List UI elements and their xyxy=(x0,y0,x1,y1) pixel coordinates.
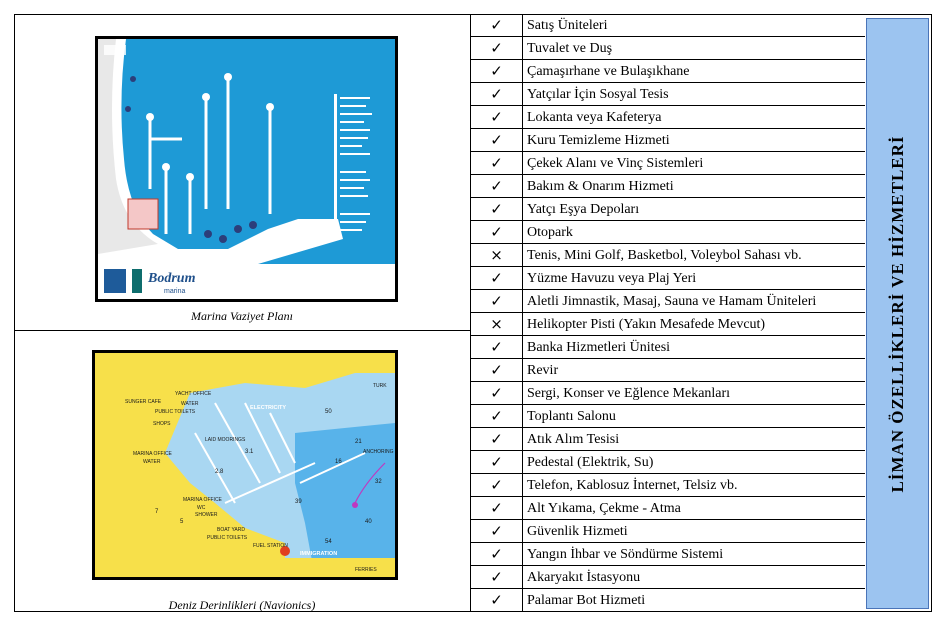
service-row xyxy=(471,474,865,497)
service-row xyxy=(471,221,865,244)
check-mark-icon: ✓ xyxy=(471,336,523,358)
sidebar-title-panel xyxy=(866,18,929,609)
service-label: Yatçılar İçin Sosyal Tesis xyxy=(527,87,669,102)
check-mark-icon: ✓ xyxy=(471,520,523,542)
check-mark-icon: ✓ xyxy=(471,589,523,611)
check-mark-icon: ✓ xyxy=(471,359,523,381)
check-mark-icon: ✓ xyxy=(471,543,523,565)
service-row xyxy=(471,382,865,405)
service-label: Tuvalet ve Duş xyxy=(527,41,613,56)
logo-sub: marina xyxy=(164,288,186,295)
service-row xyxy=(471,14,865,37)
service-row xyxy=(471,428,865,451)
check-mark-icon: ✓ xyxy=(471,37,523,59)
check-mark-icon: ✓ xyxy=(471,83,523,105)
service-row xyxy=(471,175,865,198)
svg-text:21: 21 xyxy=(355,439,362,445)
chart-label-sunger-cafe: SUNGER CAFE xyxy=(125,399,162,405)
service-row xyxy=(471,589,865,612)
service-row xyxy=(471,106,865,129)
marina-plan-drawing xyxy=(98,39,395,299)
service-label: Alt Yıkama, Çekme - Atma xyxy=(527,501,681,516)
check-mark-icon: ✓ xyxy=(471,152,523,174)
service-label: Otopark xyxy=(527,225,573,240)
check-mark-icon: ✓ xyxy=(471,382,523,404)
service-label: Atık Alım Tesisi xyxy=(527,432,620,447)
chart-label-turk: TURK xyxy=(373,383,387,389)
service-label: Helikopter Pisti (Yakın Mesafede Mevcut) xyxy=(527,317,766,332)
check-mark-icon: ✓ xyxy=(471,221,523,243)
chart-label-ferries: FERRIES xyxy=(355,567,377,573)
check-mark-icon: ✓ xyxy=(471,290,523,312)
check-mark-icon: ✓ xyxy=(471,267,523,289)
service-label: Pedestal (Elektrik, Su) xyxy=(527,455,654,470)
service-row xyxy=(471,520,865,543)
check-mark-icon: ✓ xyxy=(471,106,523,128)
service-label: Yangın İhbar ve Söndürme Sistemi xyxy=(527,547,724,562)
service-label: Bakım & Onarım Hizmeti xyxy=(527,179,674,194)
service-row xyxy=(471,313,865,336)
chart-label-marina-office-2: MARINA OFFICE xyxy=(183,497,222,503)
service-label: Satış Üniteleri xyxy=(527,18,608,33)
cross-mark-icon: × xyxy=(471,313,523,335)
chart-label-marina-office: MARINA OFFICE xyxy=(133,451,172,457)
service-label: Çamaşırhane ve Bulaşıkhane xyxy=(527,64,690,79)
svg-text:3.1: 3.1 xyxy=(245,449,254,455)
service-row xyxy=(471,37,865,60)
chart-label-anchoring: ANCHORING xyxy=(363,449,394,455)
service-row xyxy=(471,336,865,359)
check-mark-icon: ✓ xyxy=(471,129,523,151)
service-row xyxy=(471,543,865,566)
service-label: Aletli Jimnastik, Masaj, Sauna ve Hamam Üniteleri xyxy=(527,294,817,309)
svg-text:5: 5 xyxy=(180,519,184,525)
service-label: Kuru Temizleme Hizmeti xyxy=(527,133,670,148)
check-mark-icon: ✓ xyxy=(471,14,523,36)
service-row xyxy=(471,60,865,83)
check-mark-icon: ✓ xyxy=(471,497,523,519)
chart-label-laid-moorings: LAID MOORINGS xyxy=(205,437,246,443)
service-label: Revir xyxy=(527,363,559,378)
svg-text:40: 40 xyxy=(365,519,372,525)
marina-plan-image xyxy=(95,36,398,302)
chart-label-boat-yard: BOAT YARD xyxy=(217,527,245,533)
depth-chart-caption: Deniz Derinlikleri (Navionics) xyxy=(168,598,316,612)
svg-text:16: 16 xyxy=(335,459,342,465)
depth-chart-cell xyxy=(14,331,471,612)
chart-label-electricity: ELECTRICITY xyxy=(250,405,287,411)
service-label: Tenis, Mini Golf, Basketbol, Voleybol Sahası vb. xyxy=(527,248,802,263)
service-label: Palamar Bot Hizmeti xyxy=(527,593,646,608)
service-row xyxy=(471,152,865,175)
service-row xyxy=(471,497,865,520)
marina-plan-caption: Marina Vaziyet Planı xyxy=(191,309,293,323)
service-label: Toplantı Salonu xyxy=(527,409,616,424)
service-label: Güvenlik Hizmeti xyxy=(527,524,628,539)
check-mark-icon: ✓ xyxy=(471,405,523,427)
chart-label-yacht-office: YACHT OFFICE xyxy=(175,391,212,397)
check-mark-icon: ✓ xyxy=(471,428,523,450)
chart-label-shops: SHOPS xyxy=(153,421,171,427)
svg-text:32: 32 xyxy=(375,479,382,485)
sidebar-title: LİMAN ÖZELLİKLERİ VE HİZMETLERİ xyxy=(887,134,907,493)
chart-label-water-2: WATER xyxy=(143,459,161,465)
logo-text: Bodrum xyxy=(148,271,196,286)
service-label: Telefon, Kablosuz İnternet, Telsiz vb. xyxy=(527,478,738,493)
service-row xyxy=(471,566,865,589)
chart-label-wc: WC xyxy=(197,505,206,511)
service-label: Banka Hizmetleri Ünitesi xyxy=(527,340,671,355)
service-row xyxy=(471,198,865,221)
chart-label-immigration: IMMIGRATION xyxy=(300,551,338,557)
service-row xyxy=(471,290,865,313)
chart-label-water: WATER xyxy=(181,401,199,407)
service-label: Sergi, Konser ve Eğlence Mekanları xyxy=(527,386,731,401)
check-mark-icon: ✓ xyxy=(471,566,523,588)
service-label: Lokanta veya Kafeterya xyxy=(527,110,662,125)
chart-label-shower: SHOWER xyxy=(195,512,218,518)
svg-text:7: 7 xyxy=(155,509,159,515)
services-list xyxy=(471,14,865,612)
svg-text:54: 54 xyxy=(325,539,332,545)
service-row xyxy=(471,359,865,382)
check-mark-icon: ✓ xyxy=(471,451,523,473)
svg-text:39: 39 xyxy=(295,499,302,505)
service-row xyxy=(471,451,865,474)
service-label: Yüzme Havuzu veya Plaj Yeri xyxy=(527,271,697,286)
chart-label-fuel-station: FUEL STATION xyxy=(253,543,288,549)
check-mark-icon: ✓ xyxy=(471,175,523,197)
svg-text:50: 50 xyxy=(325,409,332,415)
service-label: Çekek Alanı ve Vinç Sistemleri xyxy=(527,156,704,171)
service-row xyxy=(471,129,865,152)
chart-label-public-toilets-2: PUBLIC TOILETS xyxy=(207,535,248,541)
service-row xyxy=(471,267,865,290)
depth-chart-drawing xyxy=(95,353,395,577)
service-row xyxy=(471,83,865,106)
marina-plan-cell xyxy=(14,14,471,331)
service-label: Akaryakıt İstasyonu xyxy=(527,570,641,585)
service-label: Yatçı Eşya Depoları xyxy=(527,202,640,217)
left-column xyxy=(14,14,471,612)
check-mark-icon: ✓ xyxy=(471,198,523,220)
depth-chart-image xyxy=(92,350,398,580)
check-mark-icon: ✓ xyxy=(471,60,523,82)
chart-label-public-toilets: PUBLIC TOILETS xyxy=(155,409,196,415)
svg-text:2.8: 2.8 xyxy=(215,469,224,475)
cross-mark-icon: × xyxy=(471,244,523,266)
check-mark-icon: ✓ xyxy=(471,474,523,496)
service-row xyxy=(471,244,865,267)
service-row xyxy=(471,405,865,428)
